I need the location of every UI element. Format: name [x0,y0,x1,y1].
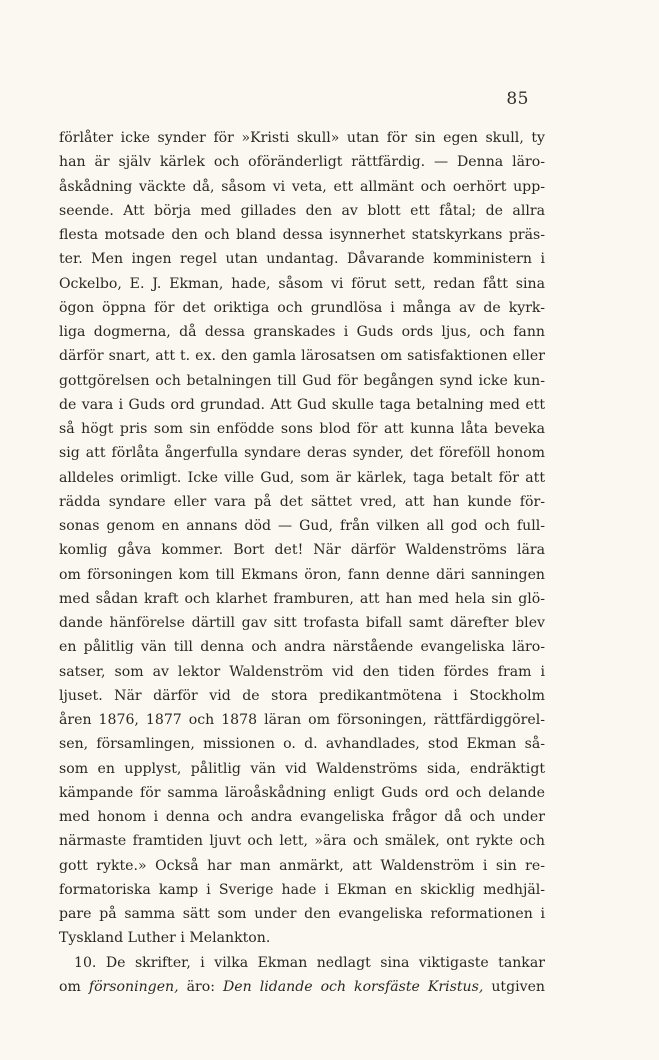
text-line: ter. Men ingen regel utan undantag. Dåvarande komministern i [59,251,545,268]
text-line: liga dogmerna, då dessa granskades i Guds ords ljus, och fann [59,324,545,340]
text-line: dande hänförelse därtill gav sitt trofasta bifall samt därefter blev [59,615,545,631]
text-line: sonas genom en annans död — Gud, från vilken all god och full- [59,518,545,534]
text-line: ljuset. När därför vid de stora predikantmötena i Stockholm [59,687,545,704]
text-line: kämpande för samma läroåskådning enligt Guds ord och delande [59,784,545,801]
text-line: Ockelbo, E. J. Ekman, hade, såsom vi förut sett, redan fått sina [59,275,545,292]
text-line: rädda syndare eller vara på det sättet vred, att han kunde för- [59,493,545,510]
text-line: sen, församlingen, missionen o. d. avhandlades, stod Ekman så- [59,736,545,753]
text-line: gottgörelsen och betalningen till Gud för begången synd icke kun- [59,372,545,389]
text-line: seende. Att börja med gillades den av blott ett fåtal; de allra [59,202,545,219]
text-line: om försoningen kom till Ekmans öron, fann denne däri sanningen [59,566,545,583]
final-line-suffix: utgiven [491,978,545,995]
text-line: med honom i denna och andra evangeliska frågor då och under [59,809,545,825]
text-line: med sådan kraft och klarhet framburen, att han med hela sin glö- [59,590,545,607]
section-start-line: 10. De skrifter, i vilka Ekman nedlagt sina viktigaste tankar [74,954,545,971]
paragraph-end-line: Tyskland Luther i Melankton. [59,930,271,947]
text-line: så högt pris som sin enfödde sons blod för att kunna låta beveka [59,421,545,437]
text-line: en pålitlig vän till denna och andra närstående evangeliska läro- [59,639,545,656]
text-line: förlåter icke synder för »Kristi skull» utan för sin egen skull, ty [59,130,545,146]
body-text [59,126,545,999]
final-line-prefix: om [59,978,81,995]
text-line: som en upplyst, pålitlig vän vid Waldenströms sida, endräktigt [59,760,545,777]
text-line: gott rykte.» Också har man anmärkt, att Waldenström i sin re- [59,857,545,874]
text-line: komlig gåva kommer. Bort det! När därför Waldenströms lära [59,542,545,559]
text-line: därför snart, att t. ex. den gamla lärosatsen om satisfaktionen eller [59,348,545,365]
italic-title-försoningen: försoningen, [88,978,179,995]
text-line: han är själv kärlek och oföränderligt rättfärdig. — Denna läro- [59,154,545,171]
text-line: satser, som av lektor Waldenström vid den tiden fördes fram i [59,663,545,680]
text-line: närmaste framtiden ljuvt och lett, »ära och smälek, ont rykte och [59,833,545,850]
text-line: åskådning väckte då, såsom vi veta, ett allmänt och oerhört upp- [59,178,545,195]
text-line: sig att förlåta ångerfulla syndare deras synder, det föreföll honom [59,445,545,462]
text-line: pare på samma sätt som under den evangeliska reformationen i [59,906,545,922]
page-number: 85 [506,89,529,109]
text-line: de vara i Guds ord grundad. Att Gud skulle taga betalning med ett [59,396,545,413]
italic-title-den-lidande: Den lidande och korsfäste Kristus, [222,978,484,995]
text-line: åren 1876, 1877 och 1878 läran om försoningen, rättfärdiggörel- [59,712,545,728]
text-line: alldeles orimligt. Icke ville Gud, som är kärlek, taga betalt för att [59,469,545,486]
text-line: ögon öppna för det oriktiga och grundlösa i många av de kyrk- [59,299,545,316]
final-line [59,975,545,999]
text-line: formatoriska kamp i Sverige hade i Ekman en skicklig medhjäl- [59,881,545,898]
text-line: flesta motsade den och bland dessa isynnerhet statskyrkans präs- [59,227,545,243]
final-line-middle: äro: [186,978,215,995]
